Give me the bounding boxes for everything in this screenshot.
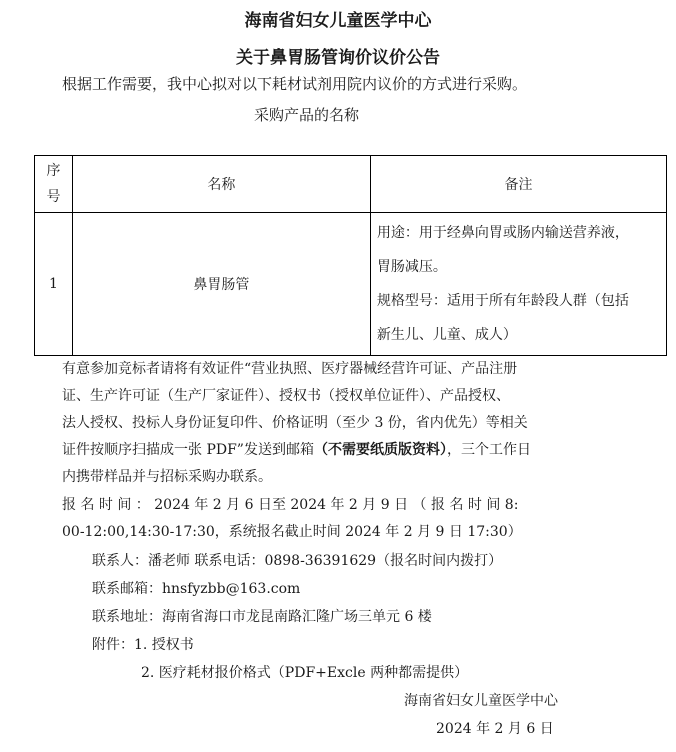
- note-line: 规格型号：适用于所有年龄段人群（包括: [376, 293, 629, 309]
- row-seq: 1: [35, 213, 73, 356]
- requirements-line: 法人授权、投标人身份证复印件、价格证明（至少 3 份，省内优先）等相关: [62, 415, 528, 431]
- note-line: 新生儿、儿童、成人）: [376, 327, 517, 343]
- attachment-2: 2. 医疗耗材报价格式（PDF+Excle 两种都需提供）: [141, 665, 469, 681]
- product-table: [34, 155, 667, 356]
- row-name: 鼻胃肠管: [72, 213, 370, 356]
- header-name: 名称: [72, 156, 370, 213]
- page-title: 关于鼻胃肠管询价议价公告: [236, 48, 440, 68]
- note-line: 胃肠减压。: [376, 259, 447, 275]
- contact-address: 联系地址：海南省海口市龙昆南路汇隆广场三单元 6 楼: [92, 609, 432, 625]
- note-line: 用途：用于经鼻向胃或肠内输送营养液，: [376, 225, 629, 241]
- requirements-line: 证、生产许可证（生产厂家证件）、授权书（授权单位证件）、产品授权、: [62, 388, 510, 404]
- intro-text: 根据工作需要，我中心拟对以下耗材试剂用院内议价的方式进行采购。: [62, 75, 528, 93]
- contact-email: 联系邮箱：hnsfyzbb@163.com: [92, 581, 301, 597]
- signature-date: 2024 年 2 月 6 日: [436, 721, 554, 737]
- requirements-text: 证件按顺序扫描成一张 PDF”发送到邮箱: [62, 442, 314, 458]
- product-list-caption: 采购产品的名称: [254, 106, 360, 124]
- requirements-line: 有意参加竞标者请将有效证件“营业执照、医疗器械经营许可证、产品注册: [62, 361, 518, 377]
- header-seq: 序号: [35, 156, 73, 213]
- org-title: 海南省妇女儿童医学中心: [244, 11, 432, 31]
- requirements-line: [62, 439, 531, 459]
- header-note: 备注: [370, 156, 666, 213]
- table-header-row: [35, 156, 667, 213]
- requirements-text: ，三个工作日: [446, 442, 531, 458]
- row-note: [370, 213, 666, 356]
- signature-org: 海南省妇女儿童医学中心: [404, 693, 558, 709]
- table-row: [35, 213, 667, 356]
- requirements-line: 内携带样品并与招标采购办联系。: [62, 469, 272, 485]
- contact-person: 联系人：潘老师 联系电话：0898-36391629（报名时间内拨打）: [92, 553, 503, 569]
- attachment-1: 附件：1. 授权书: [92, 637, 194, 653]
- registration-time: 报 名 时 间 ： 2024 年 2 月 6 日至 2024 年 2 月 9 日 （ 报 名 时 间 8:: [62, 497, 519, 513]
- no-paper-note: （不需要纸质版资料）: [313, 442, 447, 458]
- registration-time-cont: 00-12:00,14:30-17:30，系统报名截止时间 2024 年 2 月 9 日 17:30）: [62, 524, 522, 540]
